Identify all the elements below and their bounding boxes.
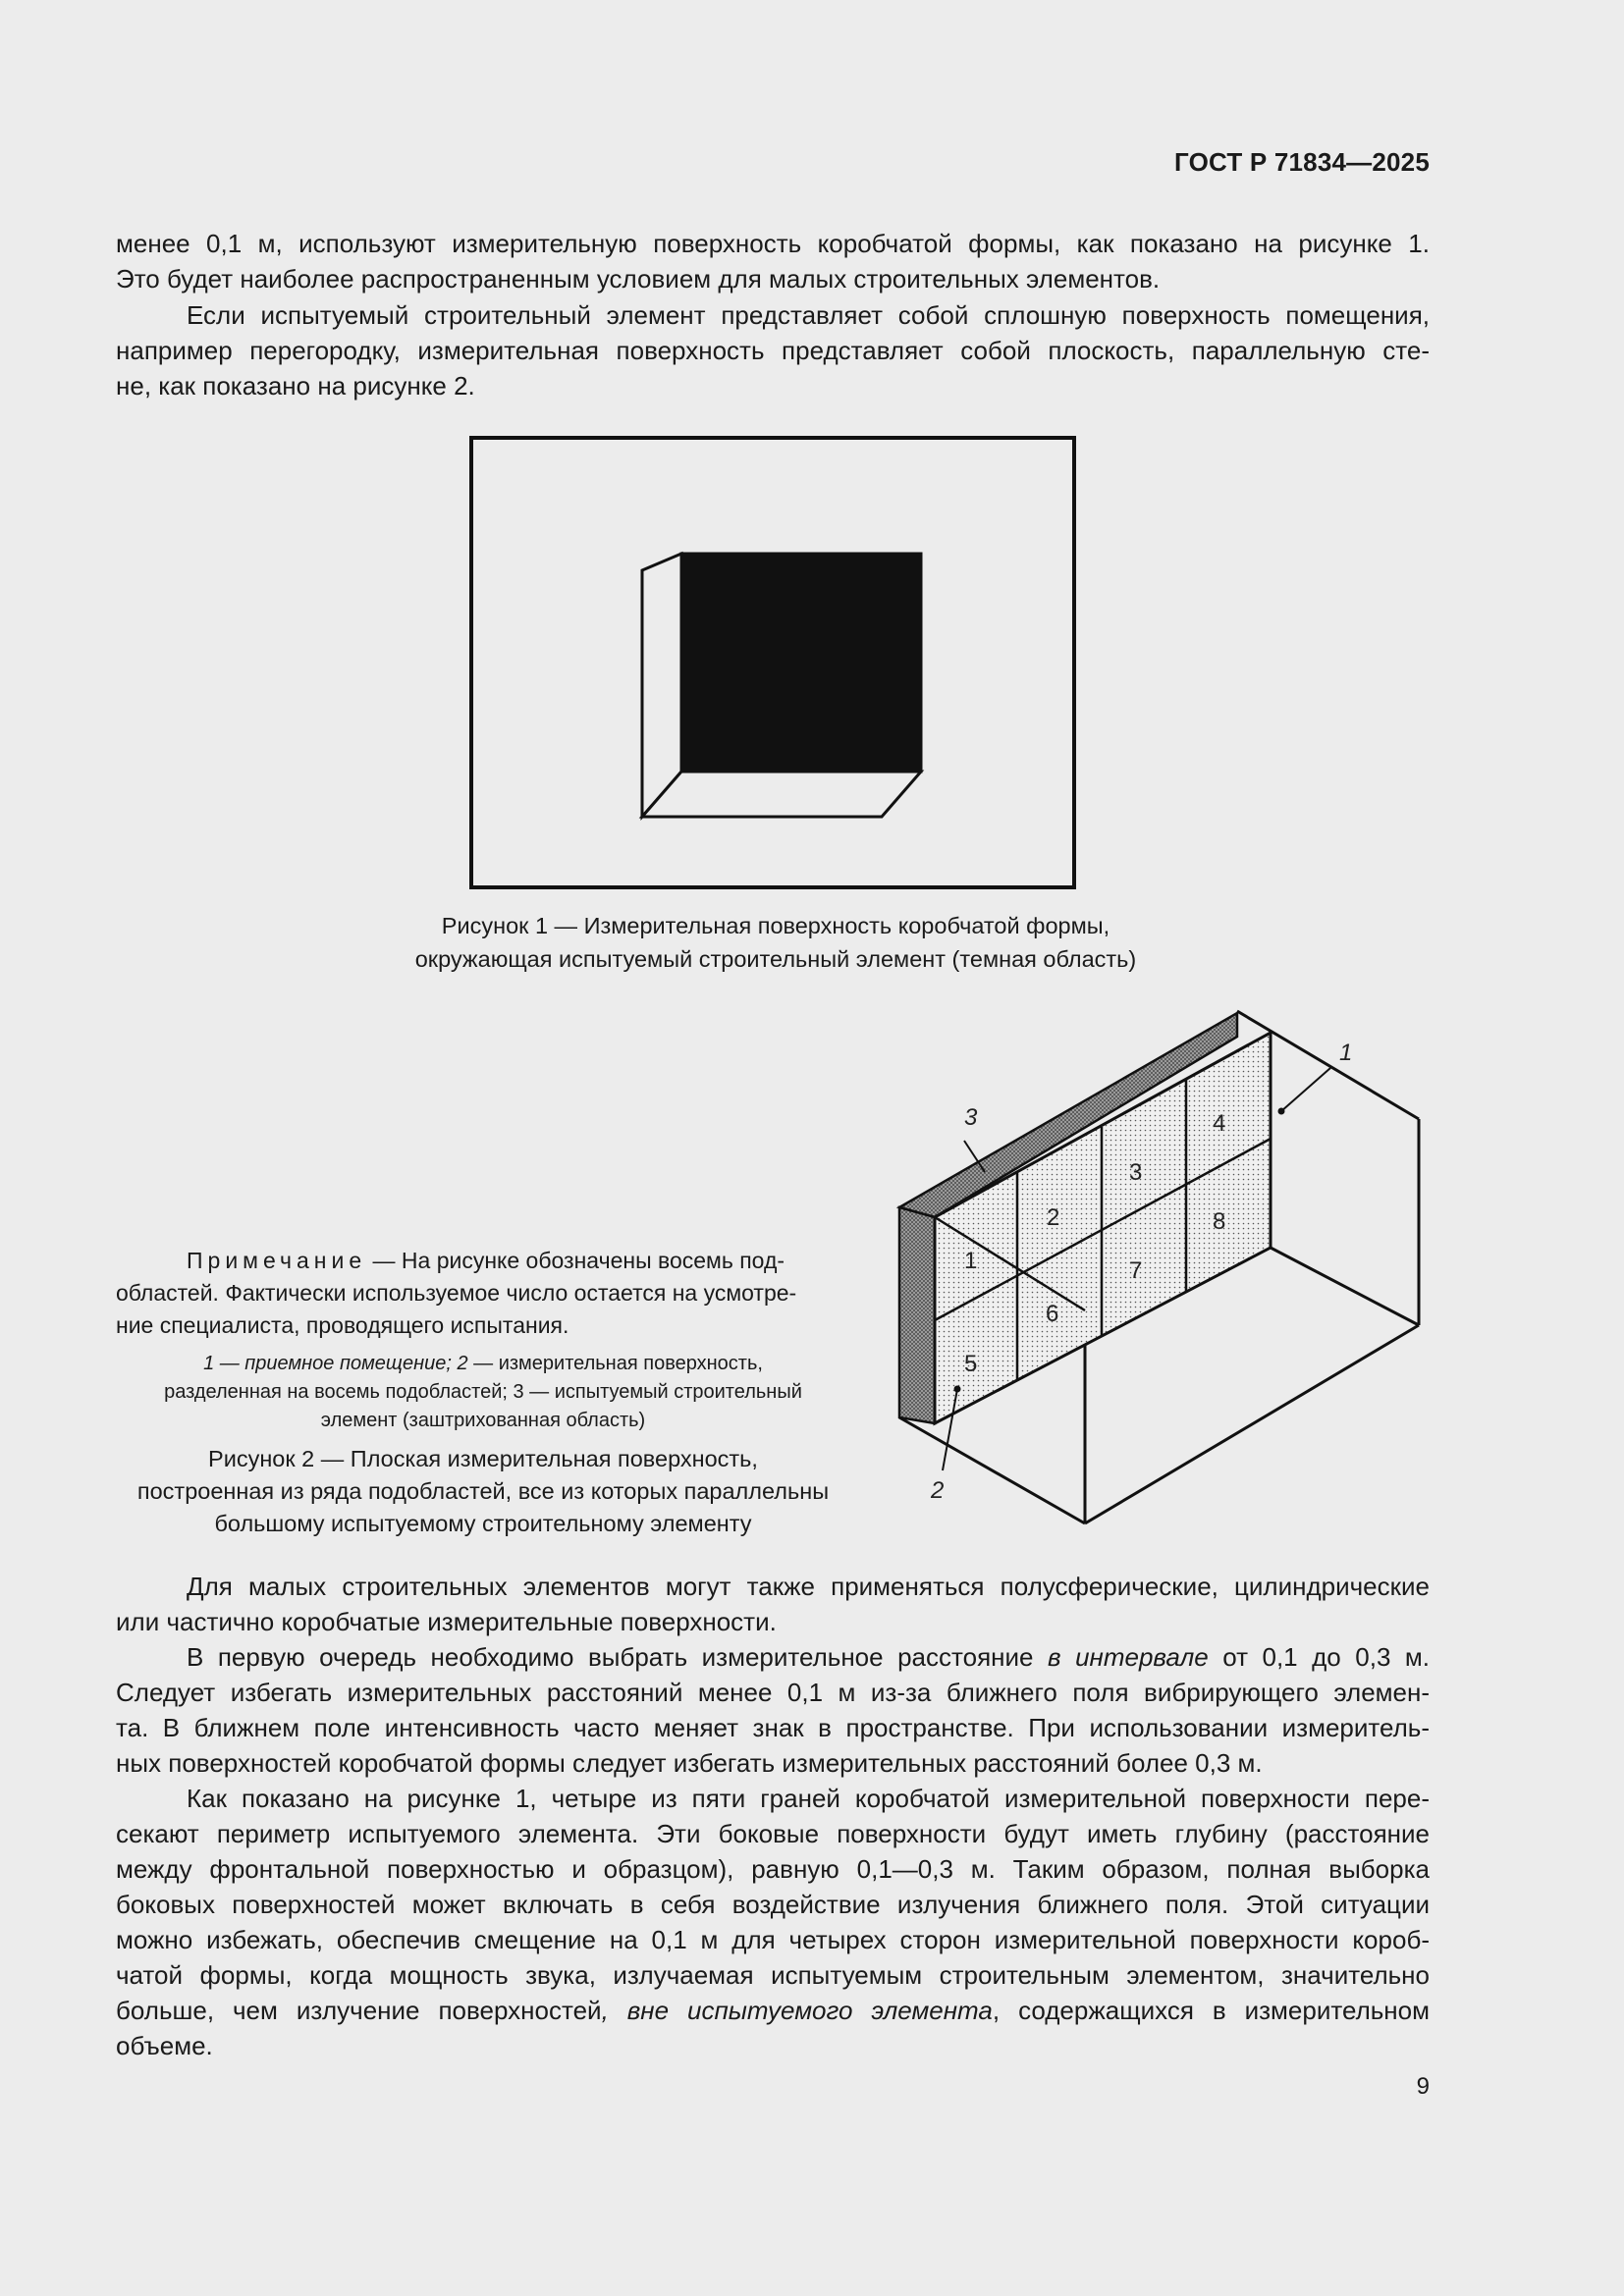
text-line: не, как показано на рисунке 2. [116,371,475,400]
caption-line: Рисунок 2 — Плоская измерительная поверхность, [208,1446,758,1471]
figure-1-caption [324,909,1227,976]
paragraph-2 [116,297,1430,403]
subarea-label: 4 [1213,1110,1226,1137]
test-element-left-hatched [899,1207,935,1423]
subarea-label: 5 [964,1351,978,1377]
callout-point [1278,1108,1285,1115]
text-run: от 0,1 до 0,3 м. [1208,1642,1430,1672]
figure-2-drawing [884,1001,1434,1541]
text-line: или частично коробчатые измерительные поверхности. [116,1607,777,1636]
note-text: — На рисунке обозначены восемь под- [366,1248,785,1273]
text-line: Если испытуемый строительный элемент представляет собой сплошную поверхность помещения, [187,300,1430,330]
subarea-label: 2 [1047,1204,1060,1231]
paragraph-3 [116,1569,1430,1639]
caption-line: Рисунок 1 — Измерительная поверхность коробчатой формы, [441,913,1110,938]
text-line: Это будет наиболее распространенным условием для малых строительных элементов. [116,264,1161,294]
text-line: можно избежать, обеспечив смещение на 0,1 м для четырех сторон измерительной поверхности короб- [116,1925,1430,1954]
test-element-dark-area [681,554,921,772]
text-line: объеме. [116,2031,213,2060]
page-number: 9 [1416,2073,1430,2100]
text-run: В первую очередь необходимо выбрать измерительное расстояние [187,1642,1049,1672]
legend-text: — измерительная поверхность, [467,1353,763,1374]
text-run: больше, чем излучение поверхностей [116,1996,602,2025]
callout-label: 2 [931,1477,945,1504]
paragraph-5 [116,1781,1430,2063]
text-line: Следует избегать измерительных расстояний менее 0,1 м из-за ближнего поля вибрирующего элемен- [116,1678,1430,1707]
text-line: Для малых строительных элементов могут также применяться полусферические, цилиндрические [187,1572,1430,1601]
text-line: менее 0,1 м, используют измерительную поверхность коробчатой формы, как показано на рисунке 1. [116,229,1430,258]
note-label: Примечание [187,1248,367,1273]
paragraph-4 [116,1639,1430,1781]
text-line: между фронтальной поверхностью и образцом), равную 0,1—0,3 м. Таким образом, полная выборка [116,1854,1430,1884]
caption-line: построенная из ряда подобластей, все из которых параллельны [136,1478,830,1504]
caption-line: большому испытуемому строительному элементу [214,1511,752,1536]
note-text: ние специалиста, проводящего испытания. [116,1312,569,1338]
text-line: например перегородку, измерительная поверхность представляет собой плоскость, параллельную сте- [116,336,1430,365]
text-line: чатой формы, когда мощность звука, излучаемая испытуемым строительным элементом, значительно [116,1960,1430,1990]
subarea-label: 1 [964,1248,978,1274]
subarea-label: 6 [1046,1301,1059,1327]
figure-2-legend [116,1350,850,1435]
box-bottom-face [642,772,921,817]
figure-2-caption [116,1443,850,1540]
caption-line: окружающая испытуемый строительный элемент (темная область) [414,946,1137,972]
figure-2-note [116,1245,850,1342]
paragraph-1 [116,226,1430,296]
text-run-italic: в интервале [1048,1642,1209,1672]
callout-label: 3 [964,1104,978,1131]
text-run-italic: , вне испытуемого элемента [601,1996,993,2025]
text-line: та. В ближнем поле интенсивность часто меняет знак в пространстве. При использовании измеритель- [116,1713,1430,1742]
legend-text: элемент (заштрихованная область) [320,1410,646,1431]
subarea-label: 7 [1129,1257,1143,1284]
subarea-label: 3 [1129,1159,1143,1186]
text-line: боковых поверхностей может включать в себя воздействие излучения ближнего поля. Этой ситуации [116,1890,1430,1919]
text-line: ных поверхностей коробчатой формы следует избегать измерительных расстояний более 0,3 м. [116,1748,1263,1778]
standard-header: ГОСТ Р 71834—2025 [1174,147,1430,177]
callout-point [954,1386,961,1393]
callout-label: 1 [1339,1040,1353,1066]
note-text: областей. Фактически используемое число остается на усмотре- [116,1280,797,1306]
subarea-label: 8 [1213,1208,1226,1235]
figure-1-drawing [461,432,1090,895]
text-run: , содержащихся в измерительном [992,1996,1431,2025]
legend-text: 1 — приемное помещение; 2 [203,1353,468,1374]
legend-text: разделенная на восемь подобластей; 3 — испытуемый строительный [164,1381,802,1403]
text-line: секают периметр испытуемого элемента. Эти боковые поверхности будут иметь глубину (расстояние [116,1819,1430,1848]
text-line: Как показано на рисунке 1, четыре из пяти граней коробчатой измерительной поверхности пере- [187,1784,1430,1813]
